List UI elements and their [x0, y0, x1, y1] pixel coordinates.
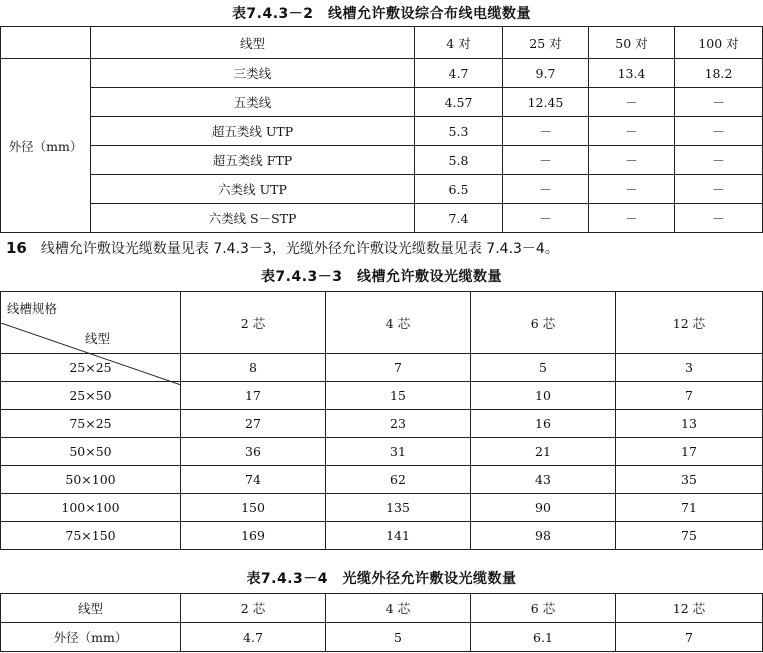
table-cell: 5 [471, 354, 616, 382]
body-paragraph [6, 238, 559, 258]
table-cell: － [675, 146, 763, 175]
table-cell: 7 [326, 354, 471, 382]
tray-size: 100×100 [1, 494, 181, 522]
table-header-row [1, 27, 763, 59]
table-header-row [1, 292, 763, 354]
header-col: 6 芯 [471, 594, 616, 623]
table-cell: 36 [181, 438, 326, 466]
paragraph-text: 线槽允许敷设光缆数量见表 7.4.3－3，光缆外径允许敷设光缆数量见表 7.4.3－4。 [40, 241, 559, 257]
tray-size: 75×25 [1, 410, 181, 438]
table-row [1, 466, 763, 494]
table-cell: 169 [181, 522, 326, 550]
table-cell: 10 [471, 382, 616, 410]
cable-type: 六类线 S－STP [91, 204, 415, 233]
table-cell: 15 [326, 382, 471, 410]
table-cell: 17 [616, 438, 763, 466]
cable-type: 三类线 [91, 59, 415, 88]
header-col: 6 芯 [471, 292, 616, 354]
table-cell: 13 [616, 410, 763, 438]
table-cell: － [589, 117, 675, 146]
table-cell: 43 [471, 466, 616, 494]
table-row [1, 623, 763, 652]
header-col: 2 芯 [181, 594, 326, 623]
corner-type-label: 线型 [84, 330, 110, 346]
table-cell: － [503, 175, 589, 204]
header-col: 50 对 [589, 27, 675, 59]
tray-size: 50×100 [1, 466, 181, 494]
table-row [1, 175, 763, 204]
table-cell: 6.1 [471, 623, 616, 652]
table-cell: 23 [326, 410, 471, 438]
table-cell: 12.45 [503, 88, 589, 117]
tray-size: 50×50 [1, 438, 181, 466]
table-row [1, 522, 763, 550]
table-cell: 135 [326, 494, 471, 522]
header-col: 100 对 [675, 27, 763, 59]
cable-type: 超五类线 UTP [91, 117, 415, 146]
cable-type: 五类线 [91, 88, 415, 117]
table-cell: 75 [616, 522, 763, 550]
table-row [1, 59, 763, 88]
tray-size: 25×50 [1, 382, 181, 410]
table-cell: 5.3 [415, 117, 503, 146]
row-label: 外径（mm） [1, 623, 181, 652]
table-cell: 98 [471, 522, 616, 550]
table-cell: 35 [616, 466, 763, 494]
table-cell: 31 [326, 438, 471, 466]
table-cell: 9.7 [503, 59, 589, 88]
header-col: 25 对 [503, 27, 589, 59]
table-cell: 18.2 [675, 59, 763, 88]
table-cell: 90 [471, 494, 616, 522]
table-cell: 7.4 [415, 204, 503, 233]
cable-table [0, 26, 763, 233]
table-cell: 17 [181, 382, 326, 410]
table1-caption: 表7.4.3－2 线槽允许敷设综合布线电缆数量 [231, 6, 532, 22]
table-cell: 21 [471, 438, 616, 466]
table-cell: － [675, 117, 763, 146]
table-row [1, 146, 763, 175]
table-row [1, 494, 763, 522]
table-cell: 71 [616, 494, 763, 522]
header-col: 12 芯 [616, 594, 763, 623]
table-row [1, 88, 763, 117]
table-cell: 150 [181, 494, 326, 522]
table-cell: － [503, 146, 589, 175]
table3-caption: 表7.4.3－4 光缆外径允许敷设光缆数量 [246, 571, 517, 587]
table-cell: 5.8 [415, 146, 503, 175]
cable-type: 超五类线 FTP [91, 146, 415, 175]
table-cell: 62 [326, 466, 471, 494]
cable-type: 六类线 UTP [91, 175, 415, 204]
tray-size: 25×25 [1, 354, 181, 382]
table-cell: － [675, 88, 763, 117]
table-cell: 6.5 [415, 175, 503, 204]
table-cell: 7 [616, 623, 763, 652]
header-col: 2 芯 [181, 292, 326, 354]
table-row [1, 204, 763, 233]
table-cell: 74 [181, 466, 326, 494]
table-cell: 16 [471, 410, 616, 438]
table-cell: 3 [616, 354, 763, 382]
row-group-label: 外径（mm） [1, 59, 91, 233]
header-col: 4 芯 [326, 292, 471, 354]
table-cell: － [589, 175, 675, 204]
table-cell: 141 [326, 522, 471, 550]
table-cell: 13.4 [589, 59, 675, 88]
table-header-row [1, 594, 763, 623]
table-cell: 4.7 [415, 59, 503, 88]
paragraph-number: 16 [6, 239, 27, 257]
table-cell: 4.7 [181, 623, 326, 652]
table-row [1, 382, 763, 410]
table2-caption: 表7.4.3－3 线槽允许敷设光缆数量 [260, 269, 503, 285]
header-col: 4 对 [415, 27, 503, 59]
table-cell: 4.57 [415, 88, 503, 117]
header-col: 12 芯 [616, 292, 763, 354]
table-cell: － [503, 117, 589, 146]
optical-diameter-table [0, 593, 763, 652]
header-type: 线型 [91, 27, 415, 59]
table-cell: 7 [616, 382, 763, 410]
table-cell: 27 [181, 410, 326, 438]
diagonal-header-cell [1, 292, 181, 354]
header-col: 4 芯 [326, 594, 471, 623]
table-cell: 5 [326, 623, 471, 652]
header-blank [1, 27, 91, 59]
optical-tray-table [0, 291, 763, 550]
header-type: 线型 [1, 594, 181, 623]
tray-size: 75×150 [1, 522, 181, 550]
table-cell: － [589, 146, 675, 175]
table-cell: － [589, 88, 675, 117]
table-cell: 8 [181, 354, 326, 382]
table-row [1, 117, 763, 146]
table-cell: － [675, 204, 763, 233]
table-cell: － [589, 204, 675, 233]
corner-size-label: 线槽规格 [7, 300, 58, 316]
table-cell: － [675, 175, 763, 204]
table-row [1, 410, 763, 438]
table-row [1, 438, 763, 466]
table-cell: － [503, 204, 589, 233]
